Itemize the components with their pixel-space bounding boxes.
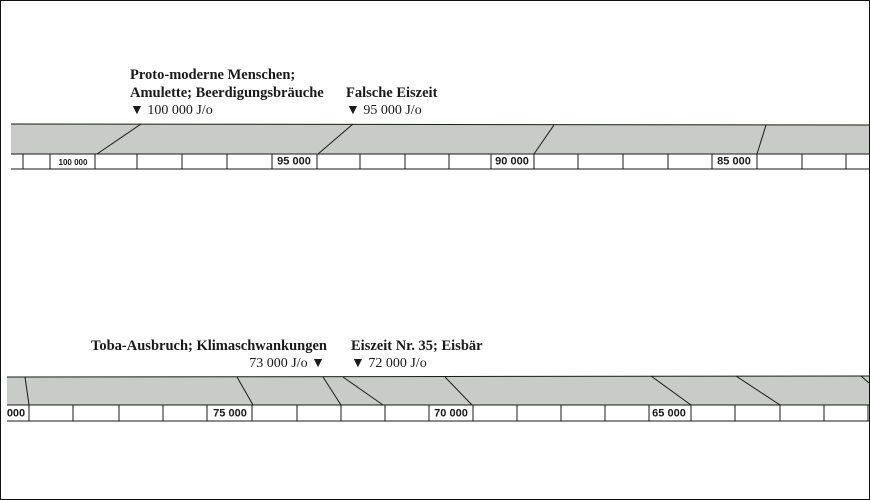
scale-label: 95 000 bbox=[277, 155, 311, 168]
scale-label: 000 bbox=[6, 407, 26, 420]
scale-label: 100 000 bbox=[58, 158, 88, 167]
annotation-proto-moderne bbox=[130, 66, 324, 120]
annotation-date: 73 000 J/o ▼ bbox=[249, 356, 325, 371]
annotation-date: ▼ 100 000 J/o bbox=[130, 103, 213, 118]
annotation-falsche-eiszeit bbox=[346, 84, 437, 120]
scale-label: 75 000 bbox=[213, 407, 247, 420]
scale-label: 85 000 bbox=[717, 155, 751, 168]
annotation-date: ▼ 72 000 J/o bbox=[351, 356, 427, 371]
annotation-heading: Eiszeit Nr. 35; Eisbär bbox=[351, 338, 483, 354]
scale-label: 70 000 bbox=[434, 407, 468, 420]
timeline-band bbox=[7, 376, 869, 405]
annotation-heading: Falsche Eiszeit bbox=[346, 85, 438, 101]
annotation-heading: Toba-Ausbruch; Klimaschwankungen bbox=[91, 338, 327, 354]
annotation-heading: Proto-moderne Menschen; bbox=[130, 67, 296, 83]
annotation-eiszeit-35 bbox=[351, 337, 483, 373]
annotation-date: ▼ 95 000 J/o bbox=[346, 103, 422, 118]
scale-label: 90 000 bbox=[495, 155, 529, 168]
scale-label: 65 000 bbox=[652, 407, 686, 420]
annotation-heading: Amulette; Beerdigungsbräuche bbox=[130, 85, 324, 101]
annotation-toba bbox=[77, 337, 327, 373]
